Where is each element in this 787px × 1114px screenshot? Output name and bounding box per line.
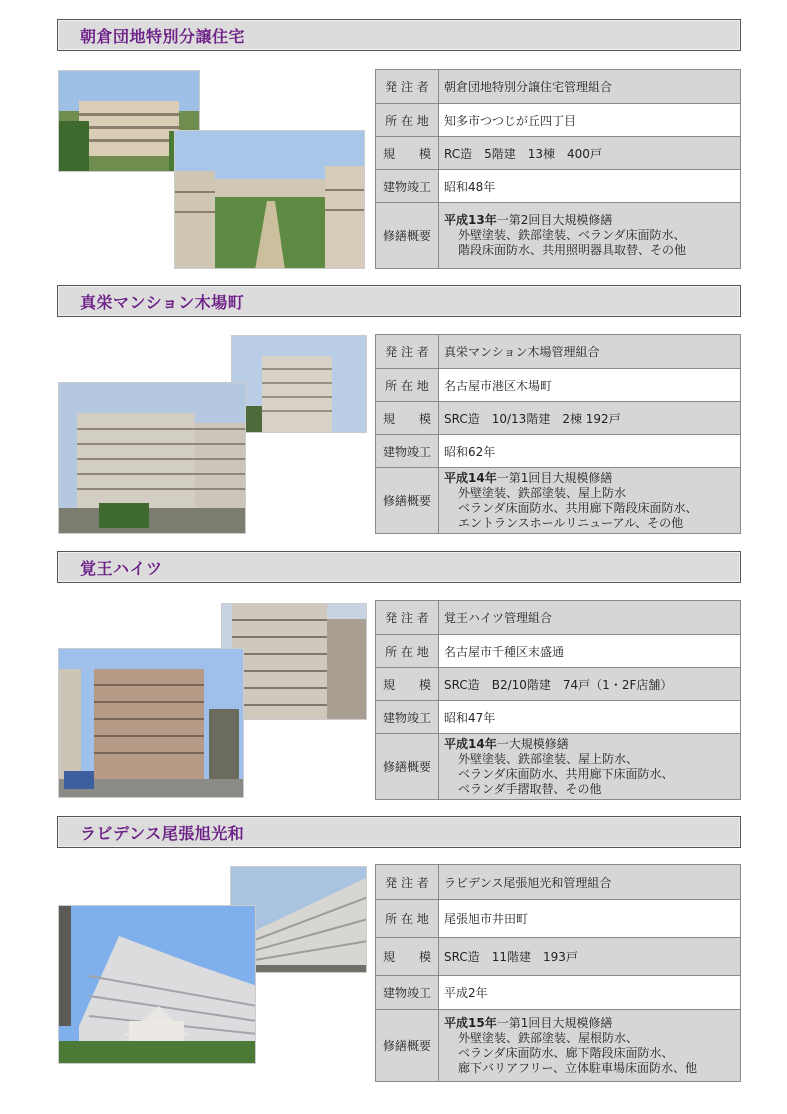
label-client: 発 注 者 — [376, 601, 439, 635]
renovation-line: ベランダ床面防水、共用廊下床面防水、 — [458, 766, 674, 781]
label-completed: 建物竣工 — [376, 435, 439, 468]
project-info-table — [375, 334, 741, 534]
label-client: 発 注 者 — [376, 335, 439, 369]
building-photo — [231, 335, 367, 433]
renovation-line: 外壁塗装、鉄部塗装、屋上防水 — [458, 485, 627, 500]
label-scale: 規 模 — [376, 938, 439, 976]
label-renovation: 修繕概要 — [376, 1010, 439, 1082]
building-photo — [58, 905, 256, 1064]
label-completed: 建物竣工 — [376, 701, 439, 734]
building-photo — [58, 382, 246, 534]
label-scale: 規 模 — [376, 668, 439, 701]
renovation-type: 一第2回目大規模修繕 — [496, 213, 613, 227]
renovation-year: 平成13年 — [444, 213, 497, 227]
scale-value: SRC造 B2/10階建 74戸（1・2F店舗） — [439, 668, 741, 701]
renovation-line: エントランスホールリニューアル、その他 — [458, 515, 684, 530]
renovation-line: 階段床面防水、共用照明器具取替、その他 — [458, 243, 687, 257]
completed-value: 昭和62年 — [439, 435, 741, 468]
completed-value: 昭和47年 — [439, 701, 741, 734]
client-value: ラビデンス尾張旭光和管理組合 — [439, 865, 741, 900]
location-value: 知多市つつじが丘四丁目 — [439, 104, 741, 137]
project-info-table — [375, 600, 741, 800]
renovation-line: 外壁塗装、鉄部塗装、ベランダ床面防水、 — [458, 228, 686, 242]
renovation-line: 外壁塗装、鉄部塗装、屋上防水、 — [458, 751, 639, 766]
label-scale: 規 模 — [376, 402, 439, 435]
project-title: 朝倉団地特別分譲住宅 — [80, 27, 246, 46]
building-photo — [174, 130, 365, 269]
label-scale: 規 模 — [376, 137, 439, 170]
project-title: 真栄マンション木場町 — [80, 293, 245, 312]
renovation-value — [439, 468, 741, 534]
completed-value: 平成2年 — [439, 976, 741, 1010]
renovation-value — [439, 734, 741, 800]
location-value: 名古屋市港区木場町 — [439, 369, 741, 402]
project-title-bar — [57, 19, 741, 51]
renovation-year: 平成15年 — [444, 1015, 497, 1030]
label-completed: 建物竣工 — [376, 976, 439, 1010]
client-value: 覚王ハイツ管理組合 — [439, 601, 741, 635]
scale-value: SRC造 10/13階建 2棟 192戸 — [439, 402, 741, 435]
label-renovation: 修繕概要 — [376, 734, 439, 800]
project-title-bar — [57, 551, 741, 583]
renovation-type: 一第1回目大規模修繕 — [496, 470, 613, 485]
label-location: 所 在 地 — [376, 900, 439, 938]
renovation-line: 廊下バリアフリー、立体駐車場床面防水、他 — [458, 1060, 698, 1075]
client-value: 朝倉団地特別分譲住宅管理組合 — [439, 70, 741, 104]
renovation-line: ベランダ手摺取替、その他 — [458, 781, 602, 796]
label-location: 所 在 地 — [376, 635, 439, 668]
renovation-year: 平成14年 — [444, 736, 497, 751]
scale-value: SRC造 11階建 193戸 — [439, 938, 741, 976]
label-renovation: 修繕概要 — [376, 203, 439, 269]
location-value: 名古屋市千種区末盛通 — [439, 635, 741, 668]
renovation-value — [439, 1010, 741, 1082]
renovation-line: ベランダ床面防水、廊下階段床面防水、 — [458, 1045, 674, 1060]
renovation-value — [439, 203, 741, 269]
label-location: 所 在 地 — [376, 104, 439, 137]
renovation-type: 一大規模修繕 — [496, 736, 569, 751]
project-title-bar — [57, 816, 741, 848]
renovation-line: ベランダ床面防水、共用廊下階段床面防水、 — [458, 500, 698, 515]
building-photo — [58, 648, 244, 798]
renovation-type: 一第1回目大規模修繕 — [496, 1015, 613, 1030]
renovation-line: 外壁塗装、鉄部塗装、屋根防水、 — [458, 1030, 639, 1045]
project-title-bar — [57, 285, 741, 317]
scale-value: RC造 5階建 13棟 400戸 — [439, 137, 741, 170]
location-value: 尾張旭市井田町 — [439, 900, 741, 938]
project-title: ラビデンス尾張旭光和 — [80, 824, 245, 843]
label-client: 発 注 者 — [376, 865, 439, 900]
label-location: 所 在 地 — [376, 369, 439, 402]
label-completed: 建物竣工 — [376, 170, 439, 203]
label-renovation: 修繕概要 — [376, 468, 439, 534]
project-title: 覚王ハイツ — [80, 559, 163, 578]
renovation-year: 平成14年 — [444, 470, 497, 485]
label-client: 発 注 者 — [376, 70, 439, 104]
project-info-table — [375, 69, 741, 269]
client-value: 真栄マンション木場管理組合 — [439, 335, 741, 369]
project-info-table — [375, 864, 741, 1082]
completed-value: 昭和48年 — [439, 170, 741, 203]
